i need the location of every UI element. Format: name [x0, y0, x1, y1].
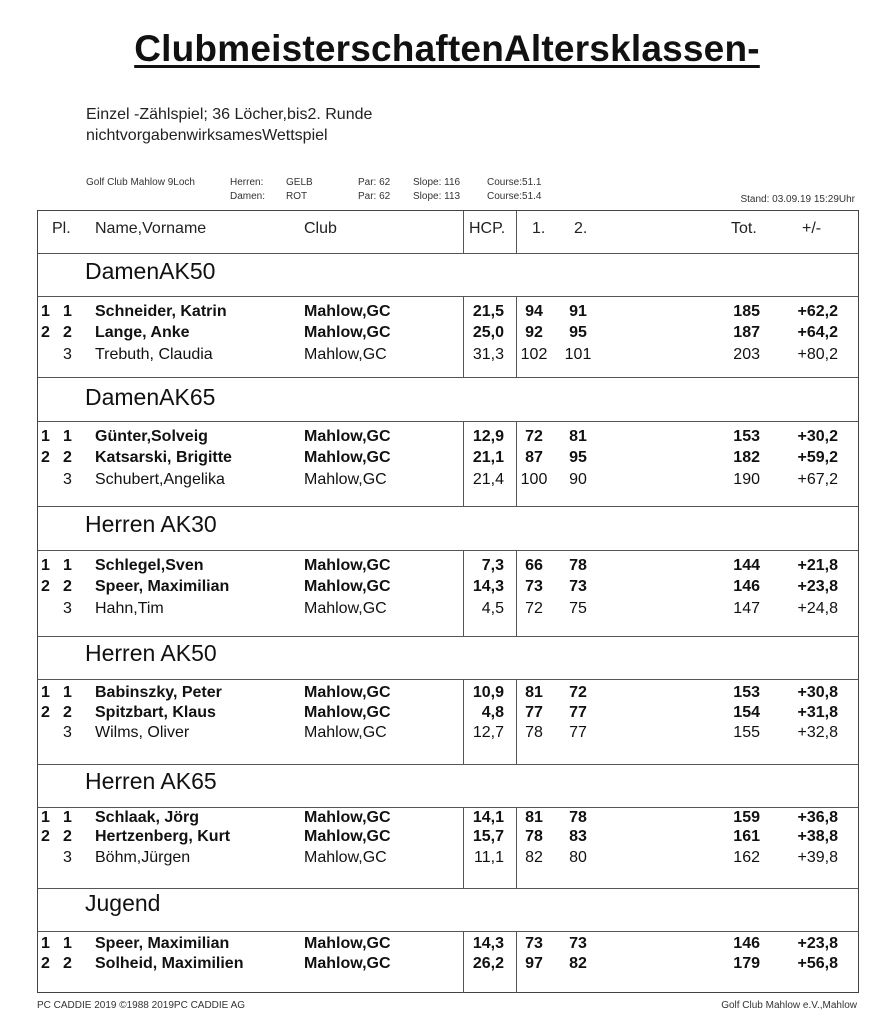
cell-r1: 100: [520, 471, 548, 488]
damen-label: Damen:: [230, 191, 266, 202]
herren-tee: GELB: [286, 177, 313, 188]
cell-tot: 153: [733, 428, 760, 445]
cell-rank2: 1: [63, 557, 72, 574]
cell-r2: 83: [569, 828, 587, 845]
cell-rank2: 1: [63, 935, 72, 952]
cell-tot: 154: [733, 704, 760, 721]
cell-rank1: 1: [41, 428, 50, 445]
cell-name: Babinszky, Peter: [95, 684, 222, 701]
group-divider: [38, 377, 858, 378]
footer-club: Golf Club Mahlow e.V.,Mahlow: [721, 1000, 857, 1011]
cell-r2: 101: [564, 346, 592, 363]
cell-tot: 159: [733, 809, 760, 826]
cell-club: Mahlow,GC: [304, 704, 391, 721]
cell-name: Hertzenberg, Kurt: [95, 828, 231, 845]
cell-tot: 185: [733, 303, 760, 320]
cell-club: Mahlow,GC: [304, 471, 387, 488]
cell-diff: +24,8: [797, 600, 838, 617]
cell-name: Katsarski, Brigitte: [95, 449, 232, 466]
cell-r2: 95: [569, 449, 587, 466]
cell-club: Mahlow,GC: [304, 955, 391, 972]
cell-r1: 77: [525, 704, 543, 721]
cell-club: Mahlow,GC: [304, 324, 391, 341]
cell-club: Mahlow,GC: [304, 303, 391, 320]
cell-diff: +31,8: [797, 704, 838, 721]
cell-rank1: 1: [41, 557, 50, 574]
group-title-damen-ak65: DamenAK65: [85, 384, 216, 410]
group-divider: [38, 807, 858, 808]
cell-r2: 73: [569, 935, 587, 952]
group-title-herren-ak30: Herren AK30: [85, 511, 217, 537]
cell-tot: 161: [733, 828, 760, 845]
cell-hcp: 21,1: [472, 449, 504, 466]
cell-hcp: 14,1: [472, 809, 504, 826]
cell-club: Mahlow,GC: [304, 600, 387, 617]
cell-r2: 73: [569, 578, 587, 595]
cell-tot: 162: [733, 849, 760, 866]
stand-timestamp: Stand: 03.09.19 15:29Uhr: [740, 194, 855, 205]
cell-name: Lange, Anke: [95, 324, 190, 341]
competition-type: nichtvorgabenwirksamesWettspiel: [86, 127, 328, 144]
table-row: [0, 578, 894, 599]
cell-name: Spitzbart, Klaus: [95, 704, 216, 721]
cell-r1: 73: [525, 578, 543, 595]
cell-diff: +23,8: [797, 935, 838, 952]
cell-club: Mahlow,GC: [304, 849, 387, 866]
cell-name: Schubert,Angelika: [95, 471, 225, 488]
cell-rank2: 2: [63, 955, 72, 972]
cell-hcp: 4,8: [481, 704, 504, 721]
cell-r2: 78: [569, 809, 587, 826]
cell-rank2: 2: [63, 324, 72, 341]
cell-r2: 80: [569, 849, 587, 866]
cell-diff: +62,2: [797, 303, 838, 320]
course-club-name: Golf Club Mahlow 9Loch: [86, 177, 195, 188]
cell-tot: 179: [733, 955, 760, 972]
cell-name: Schneider, Katrin: [95, 303, 227, 320]
herren-label: Herren:: [230, 177, 264, 188]
table-row: [0, 471, 894, 492]
cell-rank2: 1: [63, 684, 72, 701]
header-club: Club: [304, 220, 337, 237]
page-title: ClubmeisterschaftenAltersklassen-: [134, 28, 760, 69]
cell-name: Schlaak, Jörg: [95, 809, 200, 826]
cell-diff: +59,2: [797, 449, 838, 466]
cell-diff: +80,2: [797, 346, 838, 363]
table-row: [0, 303, 894, 324]
cell-diff: +67,2: [797, 471, 838, 488]
cell-r1: 78: [525, 724, 543, 741]
cell-tot: 144: [733, 557, 760, 574]
damen-par: Par: 62: [358, 191, 391, 202]
cell-r1: 81: [525, 684, 543, 701]
cell-rank1: 1: [41, 303, 50, 320]
table-row: [0, 849, 894, 870]
group-divider: [38, 296, 858, 297]
cell-name: Günter,Solveig: [95, 428, 208, 445]
cell-club: Mahlow,GC: [304, 449, 391, 466]
table-row: [0, 809, 894, 830]
cell-hcp: 31,3: [472, 346, 504, 363]
cell-hcp: 14,3: [472, 578, 504, 595]
header-diff: +/-: [802, 220, 822, 237]
cell-club: Mahlow,GC: [304, 935, 391, 952]
cell-hcp: 4,5: [481, 600, 504, 617]
column-line: [463, 211, 464, 253]
cell-r2: 75: [569, 600, 587, 617]
cell-name: Böhm,Jürgen: [95, 849, 191, 866]
cell-rank2: 2: [63, 578, 72, 595]
footer-copyright: PC CADDIE 2019 ©1988 2019PC CADDIE AG: [37, 1000, 246, 1011]
cell-tot: 146: [733, 935, 760, 952]
table-row: [0, 346, 894, 367]
cell-hcp: 12,9: [472, 428, 504, 445]
cell-name: Speer, Maximilian: [95, 935, 230, 952]
cell-r1: 72: [525, 600, 543, 617]
cell-club: Mahlow,GC: [304, 428, 391, 445]
damen-course: Course:51.4: [487, 191, 542, 202]
cell-name: Schlegel,Sven: [95, 557, 204, 574]
cell-hcp: 26,2: [472, 955, 504, 972]
header-total: Tot.: [731, 220, 757, 237]
cell-rank2: 1: [63, 809, 72, 826]
cell-r2: 78: [569, 557, 587, 574]
table-row: [0, 557, 894, 578]
cell-hcp: 21,4: [472, 471, 504, 488]
group-divider: [38, 931, 858, 932]
cell-name: Solheid, Maximilien: [95, 955, 244, 972]
damen-slope: Slope: 113: [413, 191, 461, 202]
cell-name: Hahn,Tim: [95, 600, 164, 617]
cell-name: Speer, Maximilian: [95, 578, 230, 595]
cell-rank2: 1: [63, 303, 72, 320]
cell-r2: 72: [569, 684, 587, 701]
cell-rank2: 2: [63, 704, 72, 721]
header-round1: 1.: [532, 220, 546, 237]
cell-r2: 81: [569, 428, 587, 445]
cell-name: Wilms, Oliver: [95, 724, 190, 741]
cell-rank1: 1: [41, 935, 50, 952]
group-title-jugend: Jugend: [85, 890, 161, 916]
cell-tot: 187: [733, 324, 760, 341]
table-row: [0, 449, 894, 470]
cell-tot: 182: [733, 449, 760, 466]
cell-r1: 92: [525, 324, 543, 341]
herren-par: Par: 62: [358, 177, 391, 188]
cell-hcp: 21,5: [472, 303, 504, 320]
cell-r1: 72: [525, 428, 543, 445]
cell-rank2: 2: [63, 828, 72, 845]
group-divider: [38, 421, 858, 422]
cell-rank1: 2: [41, 449, 50, 466]
cell-r1: 82: [525, 849, 543, 866]
header-name: Name,Vorname: [95, 220, 207, 237]
table-row: [0, 935, 894, 956]
cell-hcp: 15,7: [472, 828, 504, 845]
cell-club: Mahlow,GC: [304, 724, 387, 741]
cell-rank1: 2: [41, 828, 50, 845]
cell-name: Trebuth, Claudia: [95, 346, 213, 363]
cell-rank2: 2: [63, 449, 72, 466]
column-line: [516, 211, 517, 253]
competition-format: Einzel -Zählspiel; 36 Löcher,bis2. Runde: [86, 106, 373, 123]
cell-rank1: 2: [41, 324, 50, 341]
cell-diff: +32,8: [797, 724, 838, 741]
cell-club: Mahlow,GC: [304, 684, 391, 701]
cell-tot: 146: [733, 578, 760, 595]
cell-r2: 82: [569, 955, 587, 972]
cell-hcp: 10,9: [472, 684, 504, 701]
cell-diff: +56,8: [797, 955, 838, 972]
cell-r2: 90: [569, 471, 587, 488]
cell-diff: +39,8: [797, 849, 838, 866]
cell-tot: 190: [733, 471, 760, 488]
table-row: [0, 428, 894, 449]
table-row: [0, 704, 894, 725]
cell-r1: 87: [525, 449, 543, 466]
herren-course: Course:51.1: [487, 177, 542, 188]
header-round2: 2.: [574, 220, 588, 237]
header-hcp: HCP.: [469, 220, 506, 237]
cell-hcp: 25,0: [472, 324, 504, 341]
cell-diff: +23,8: [797, 578, 838, 595]
group-title-herren-ak50: Herren AK50: [85, 640, 217, 666]
table-row: [0, 684, 894, 705]
group-divider: [38, 636, 858, 637]
cell-r1: 66: [525, 557, 543, 574]
cell-r2: 95: [569, 324, 587, 341]
cell-r1: 102: [520, 346, 548, 363]
cell-r2: 77: [569, 704, 587, 721]
cell-tot: 153: [733, 684, 760, 701]
cell-club: Mahlow,GC: [304, 809, 391, 826]
cell-club: Mahlow,GC: [304, 828, 391, 845]
damen-tee: ROT: [286, 191, 308, 202]
cell-rank1: 2: [41, 704, 50, 721]
cell-club: Mahlow,GC: [304, 557, 391, 574]
group-title-herren-ak65: Herren AK65: [85, 768, 217, 794]
cell-rank1: 2: [41, 578, 50, 595]
cell-diff: +36,8: [797, 809, 838, 826]
cell-hcp: 11,1: [474, 849, 504, 866]
cell-club: Mahlow,GC: [304, 578, 391, 595]
header-place: Pl.: [52, 220, 71, 237]
cell-tot: 147: [733, 600, 760, 617]
cell-club: Mahlow,GC: [304, 346, 387, 363]
group-title-damen-ak50: DamenAK50: [85, 258, 216, 284]
cell-rank2: 3: [63, 849, 72, 866]
cell-r1: 94: [525, 303, 543, 320]
cell-hcp: 7,3: [481, 557, 504, 574]
cell-r2: 77: [569, 724, 587, 741]
cell-diff: +38,8: [797, 828, 838, 845]
group-divider: [38, 506, 858, 507]
cell-tot: 155: [733, 724, 760, 741]
herren-slope: Slope: 116: [413, 177, 461, 188]
cell-diff: +21,8: [797, 557, 838, 574]
cell-r1: 78: [525, 828, 543, 845]
table-row: [0, 828, 894, 849]
cell-rank2: 3: [63, 471, 72, 488]
cell-rank1: 1: [41, 809, 50, 826]
table-row: [0, 600, 894, 621]
cell-diff: +64,2: [797, 324, 838, 341]
cell-rank1: 1: [41, 684, 50, 701]
cell-r1: 73: [525, 935, 543, 952]
cell-r1: 81: [525, 809, 543, 826]
group-divider: [38, 679, 858, 680]
cell-diff: +30,2: [797, 428, 838, 445]
group-divider: [38, 888, 858, 889]
table-row: [0, 724, 894, 745]
cell-hcp: 14,3: [472, 935, 504, 952]
cell-hcp: 12,7: [472, 724, 504, 741]
table-row: [0, 324, 894, 345]
cell-rank1: 2: [41, 955, 50, 972]
cell-tot: 203: [733, 346, 760, 363]
cell-rank2: 3: [63, 600, 72, 617]
cell-rank2: 3: [63, 724, 72, 741]
table-row: [0, 955, 894, 976]
cell-r1: 97: [525, 955, 543, 972]
cell-diff: +30,8: [797, 684, 838, 701]
cell-r2: 91: [569, 303, 587, 320]
group-divider: [38, 550, 858, 551]
cell-rank2: 1: [63, 428, 72, 445]
header-divider: [38, 253, 858, 254]
cell-rank2: 3: [63, 346, 72, 363]
group-divider: [38, 764, 858, 765]
